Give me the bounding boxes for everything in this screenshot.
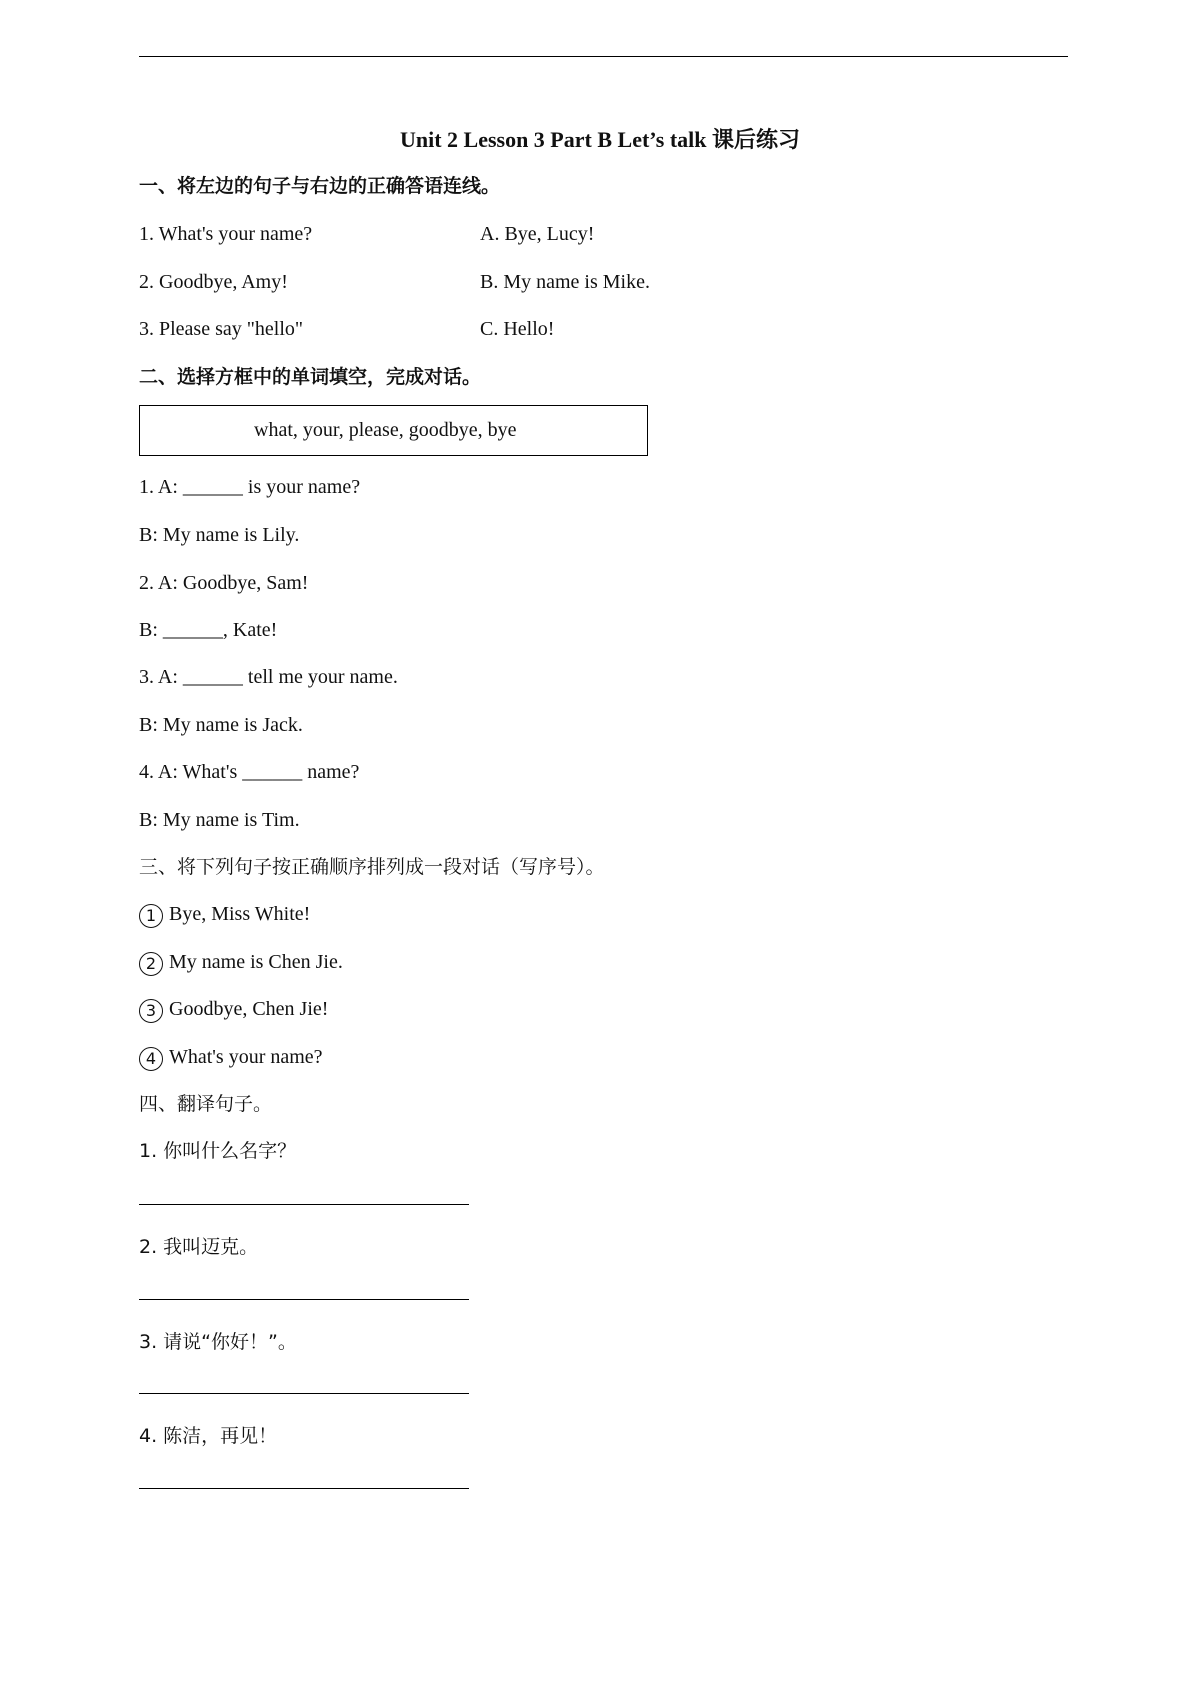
word-box: [139, 405, 648, 456]
dialogue-line: 3. A: ______ tell me your name.: [139, 666, 398, 688]
translate-item: 2. 我叫迈克。: [139, 1236, 259, 1258]
translate-item: 3. 请说“你好！”。: [139, 1331, 297, 1353]
translate-item: 4. 陈洁，再见！: [139, 1425, 278, 1447]
match-left-2: 2. Goodbye, Amy!: [139, 271, 288, 293]
match-left-3: 3. Please say "hello": [139, 318, 304, 340]
section3-heading: 三、将下列句子按正确顺序排列成一段对话（写序号）。: [139, 856, 605, 878]
answer-line[interactable]: [139, 1488, 469, 1489]
section4-heading: 四、翻译句子。: [139, 1093, 273, 1115]
order-item: [139, 950, 343, 976]
circled-number: 2: [139, 952, 163, 976]
order-item-text: My name is Chen Jie.: [169, 951, 343, 973]
translate-item: 1. 你叫什么名字？: [139, 1140, 297, 1162]
dialogue-line: 1. A: ______ is your name?: [139, 476, 361, 498]
order-item-text: Goodbye, Chen Jie!: [169, 998, 329, 1020]
circled-number: 3: [139, 999, 163, 1023]
header-rule: [139, 56, 1068, 57]
section1-heading: 一、将左边的句子与右边的正确答语连线。: [139, 175, 501, 197]
word-box-text: what, your, please, goodbye, bye: [254, 419, 517, 441]
circled-number: 1: [139, 904, 163, 928]
order-item-text: What's your name?: [169, 1046, 323, 1068]
match-right-a: A. Bye, Lucy!: [480, 223, 595, 245]
section2-heading: 二、选择方框中的单词填空，完成对话。: [139, 366, 482, 388]
order-item-text: Bye, Miss White!: [169, 903, 311, 925]
dialogue-line: B: My name is Lily.: [139, 524, 300, 546]
worksheet-title: Unit 2 Lesson 3 Part B Let’s talk 课后练习: [399, 127, 801, 152]
match-right-c: C. Hello!: [480, 318, 555, 340]
order-item: [139, 997, 328, 1023]
order-item: [139, 902, 310, 928]
dialogue-line: 2. A: Goodbye, Sam!: [139, 572, 309, 594]
answer-line[interactable]: [139, 1393, 469, 1394]
order-item: [139, 1045, 323, 1071]
answer-line[interactable]: [139, 1299, 469, 1300]
dialogue-line: B: My name is Tim.: [139, 809, 300, 831]
dialogue-line: 4. A: What's ______ name?: [139, 761, 360, 783]
circled-number: 4: [139, 1047, 163, 1071]
dialogue-line: B: My name is Jack.: [139, 714, 303, 736]
dialogue-line: B: ______, Kate!: [139, 619, 278, 641]
answer-line[interactable]: [139, 1204, 469, 1205]
match-left-1: 1. What's your name?: [139, 223, 313, 245]
match-right-b: B. My name is Mike.: [480, 271, 650, 293]
